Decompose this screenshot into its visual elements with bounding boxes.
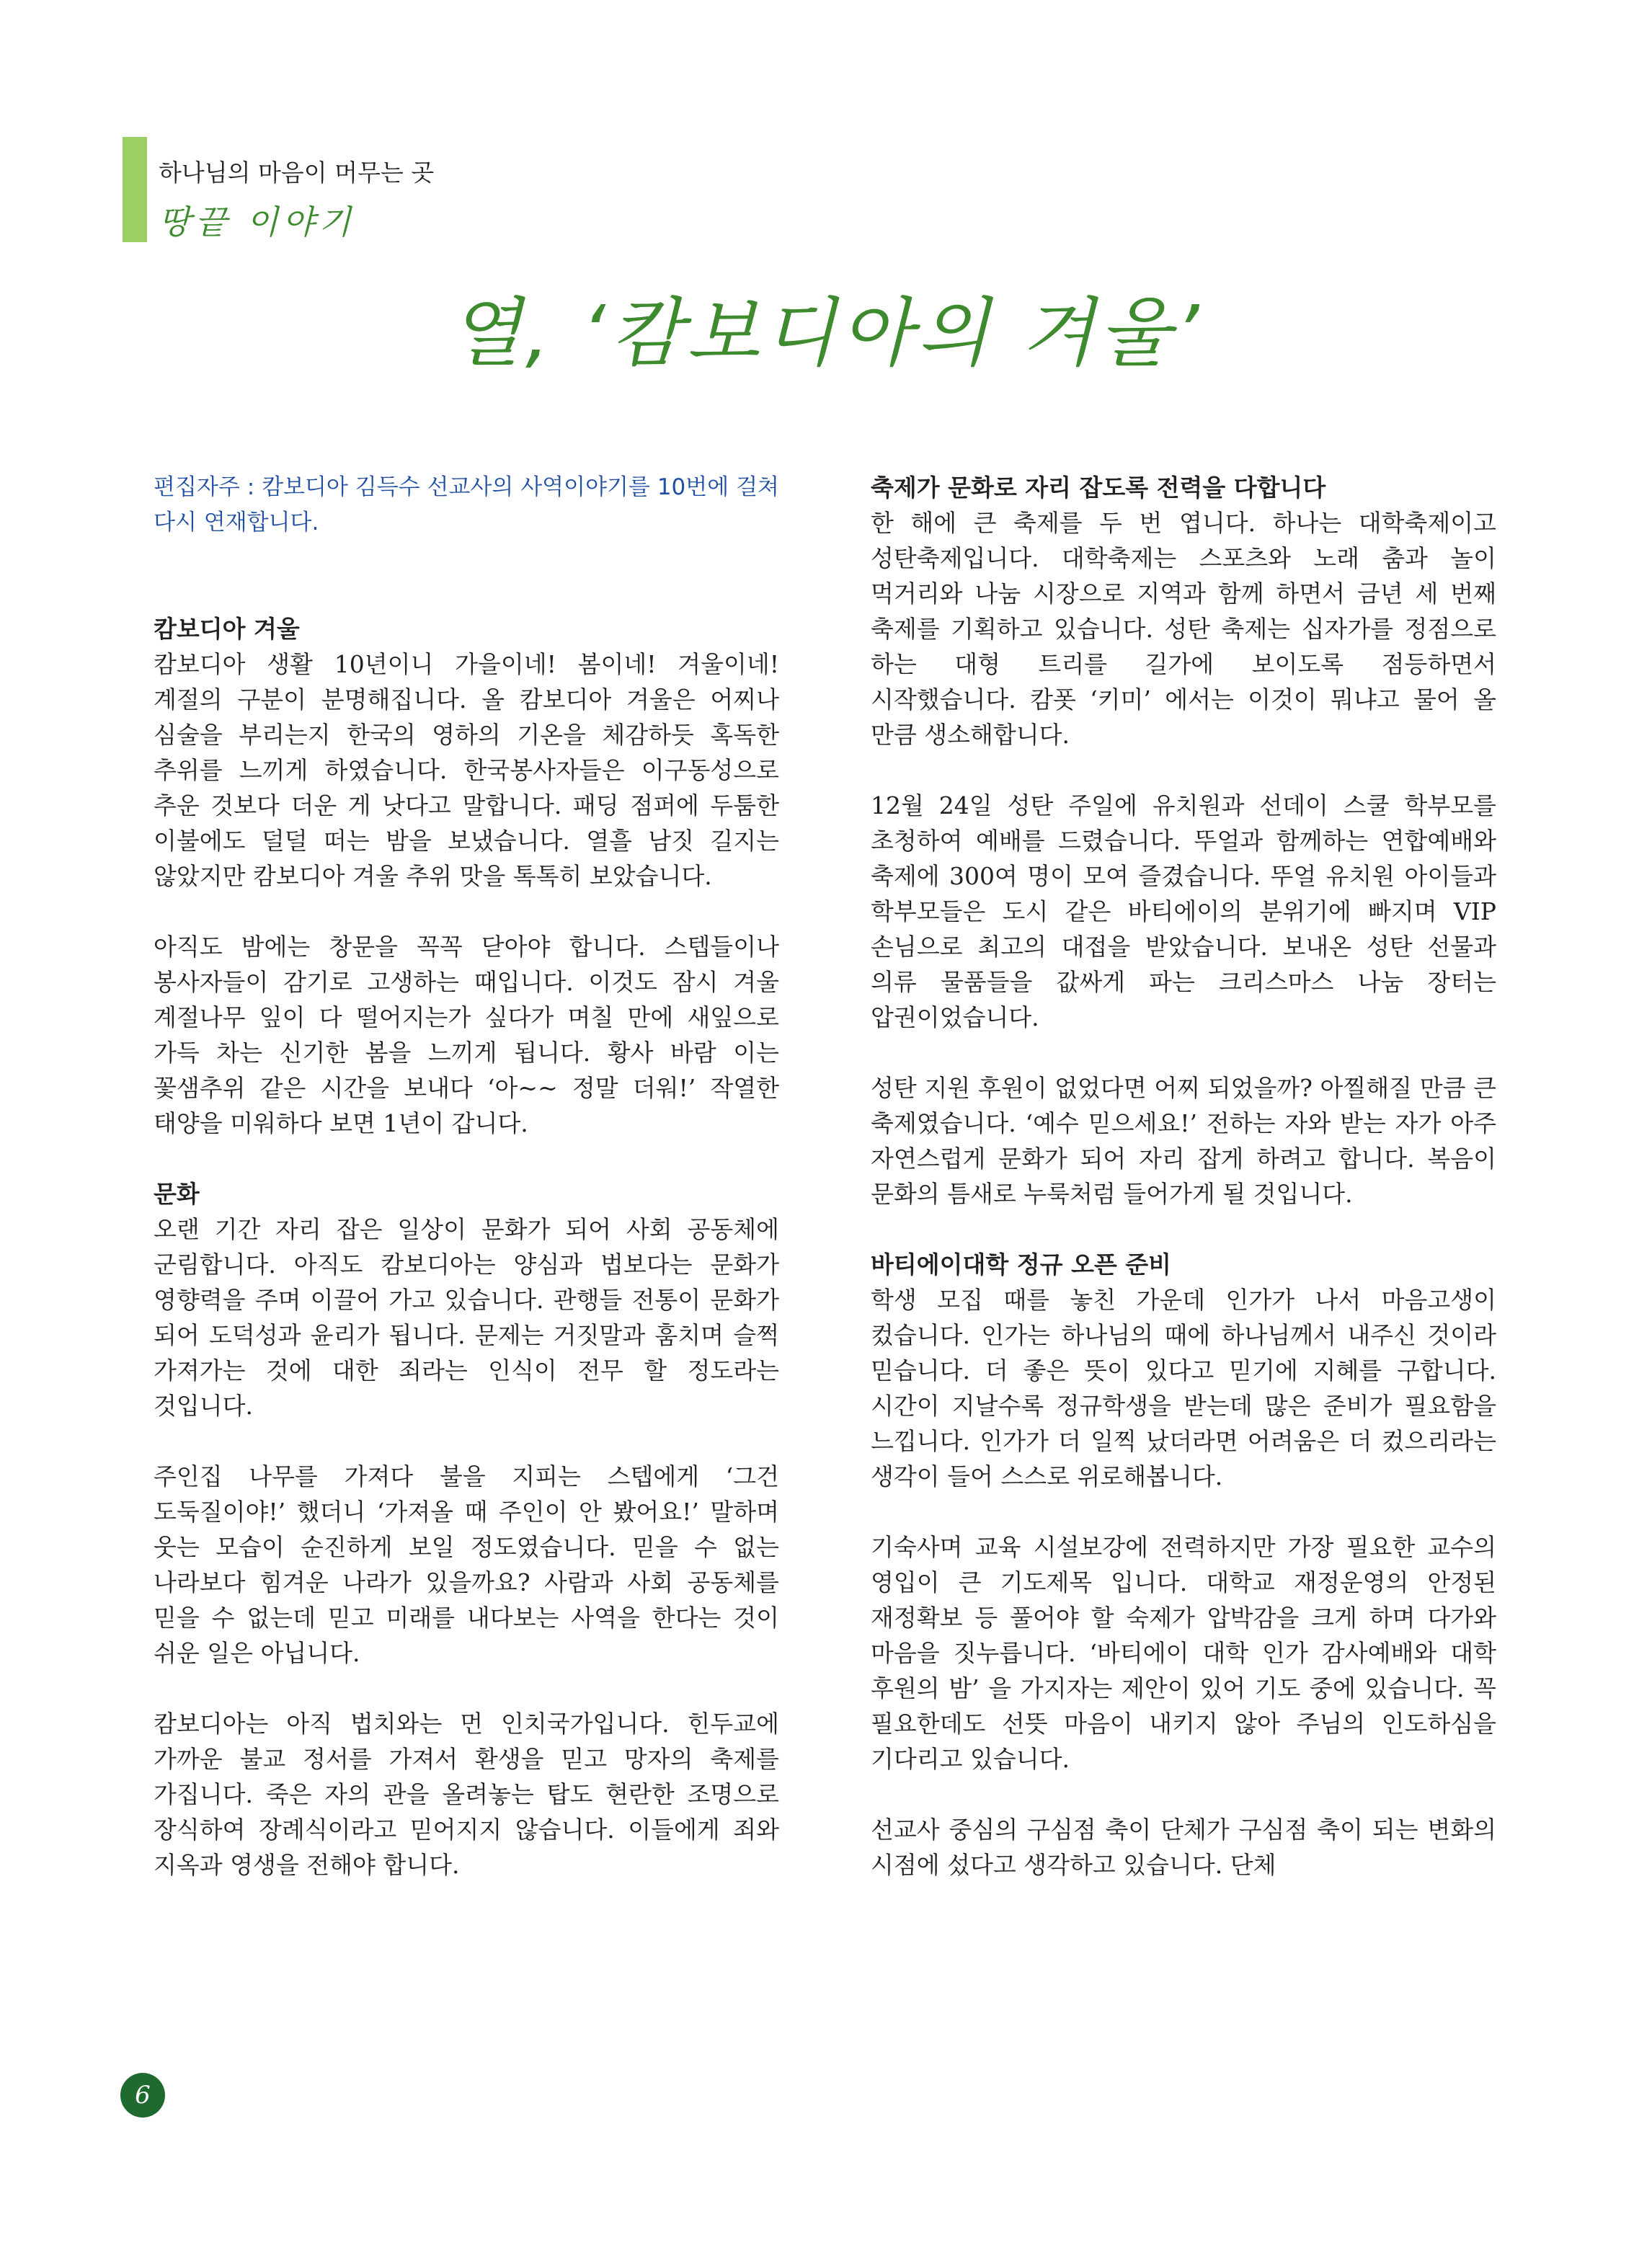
paragraph: 한 해에 큰 축제를 두 번 엽니다. 하나는 대학축제이고 성탄축제입니다. 대학축제는 스포츠와 노래 춤과 놀이 먹거리와 나눔 시장으로 지역과 함께 하면서 금년 세 번째 축제를 기획하고 있습니다. 성탄 축제는 십자가를 정점으로 하는 대형 트리를 길가에 보이도록 점등하면서 시작했습니다. 캄폿 ‘키미’ 에서는 이것이 뭐냐고 물어 올 만큼 생소해합니다.	[871, 509, 1496, 749]
series-title: 땅끝 이야기	[159, 203, 355, 241]
paragraph: 캄보디아 생활 10년이니 가을이네! 봄이네! 겨울이네! 계절의 구분이 분명해집니다. 올 캄보디아 겨울은 어찌나 심술을 부리는지 한국의 영하의 기온을 체감하듯 혹독한 추위를 느끼게 하였습니다. 한국봉사자들은 이구동성으로 추운 것보다 더운 게 낫다고 말합니다. 패딩 점퍼에 두툼한 이불에도 덜덜 떠는 밤을 보냈습니다. 열흘 남짓 길지는 않았지만 캄보디아 겨울 추위 맛을 톡톡히 보았습니다.	[154, 650, 779, 890]
paragraph: 오랜 기간 자리 잡은 일상이 문화가 되어 사회 공동체에 군림합니다. 아직도 캄보디아는 양심과 법보다는 문화가 영향력을 주며 이끌어 가고 있습니다. 관행들 전통이 문화가 되어 도덕성과 윤리가 됩니다. 문제는 거짓말과 훔치며 슬쩍 가져가는 것에 대한 죄라는 인식이 전무 할 정도라는 것입니다.	[154, 1215, 779, 1420]
paragraph: 기숙사며 교육 시설보강에 전력하지만 가장 필요한 교수의 영입이 큰 기도제목 입니다. 대학교 재정운영의 안정된 재정확보 등 풀어야 할 숙제가 압박감을 크게 하며 다가와 마음을 짓누릅니다. ‘바티에이 대학 인가 감사예배와 대학 후원의 밤’ 을 가지자는 제안이 있어 기도 중에 있습니다. 꼭 필요한데도 선뜻 마음이 내키지 않아 주님의 인도하심을 기다리고 있습니다.	[871, 1533, 1496, 1773]
paragraph: 캄보디아는 아직 법치와는 먼 인치국가입니다. 힌두교에 가까운 불교 정서를 가져서 환생을 믿고 망자의 축제를 가집니다. 죽은 자의 관을 올려놓는 탑도 현란한 조명으로 장식하여 장례식이라고 믿어지지 않습니다. 이들에게 죄와 지옥과 영생을 전해야 합니다.	[154, 1710, 779, 1879]
article-title: 열, ‘캄보디아의 겨울’	[448, 289, 1204, 377]
paragraph: 학생 모집 때를 놓친 가운데 인가가 나서 마음고생이 컸습니다. 인가는 하나님의 때에 하나님께서 내주신 것이라 믿습니다. 더 좋은 뜻이 있다고 믿기에 지혜를 구합니다. 시간이 지날수록 정규학생을 받는데 많은 준비가 필요함을 느낍니다. 인가가 더 일찍 났더라면 어려움은 더 컸으리라는 생각이 들어 스스로 위로해봅니다.	[871, 1286, 1496, 1490]
section-heading: 축제가 문화로 자리 잡도록 전력을 다합니다	[871, 474, 1326, 502]
page-number-badge: 6	[120, 2073, 165, 2118]
left-column	[154, 470, 779, 1918]
paragraph: 주인집 나무를 가져다 불을 지피는 스텝에게 ‘그건 도둑질이야!’ 했더니 ‘가져올 때 주인이 안 봤어요!’ 말하며 웃는 모습이 순진하게 보일 정도였습니다. 믿을 수 없는 나라보다 힘겨운 나라가 있을까요? 사람과 사회 공동체를 믿을 수 없는데 믿고 미래를 내다보는 사역을 한다는 것이 쉬운 일은 아닙니다.	[154, 1462, 779, 1667]
paragraph: 아직도 밤에는 창문을 꼭꼭 닫아야 합니다. 스텝들이나 봉사자들이 감기로 고생하는 때입니다. 이것도 잠시 겨울 계절나무 잎이 다 떨어지는가 싶다가 며칠 만에 새잎으로 가득 차는 신기한 봄을 느끼게 됩니다. 황사 바람 이는 꽃샘추위 같은 시간을 보내다 ‘아~~ 정말 더워!’ 작열한 태양을 미워하다 보면 1년이 갑니다.	[154, 933, 779, 1137]
paragraph: 성탄 지원 후원이 없었다면 어찌 되었을까? 아찔해질 만큼 큰 축제였습니다. ‘예수 믿으세요!’ 전하는 자와 받는 자가 아주 자연스럽게 문화가 되어 자리 잡게 하려고 합니다. 복음이 문화의 틈새로 누룩처럼 들어가게 될 것입니다.	[871, 1074, 1496, 1208]
section-heading: 문화	[154, 1180, 200, 1208]
section-accent-bar	[123, 137, 147, 242]
section-heading: 캄보디아 겨울	[154, 615, 300, 643]
paragraph: 12월 24일 성탄 주일에 유치원과 선데이 스쿨 학부모를 초청하여 예배를 드렸습니다. 뚜얼과 함께하는 연합예배와 축제에 300여 명이 모여 즐겼습니다. 뚜얼 유치원 아이들과 학부모들은 도시 같은 바티에이의 분위기에 빠지며 VIP 손님으로 최고의 대접을 받았습니다. 보내온 성탄 선물과 의류 물품들을 값싸게 파는 크리스마스 나눔 장터는 압권이었습니다.	[871, 791, 1496, 1031]
paragraph: 선교사 중심의 구심점 축이 단체가 구심점 축이 되는 변화의 시점에 섰다고 생각하고 있습니다. 단체	[871, 1816, 1496, 1879]
section-heading: 바티에이대학 정규 오픈 준비	[871, 1250, 1172, 1279]
right-column	[871, 470, 1496, 1918]
editor-note: 편집자주 : 캄보디아 김득수 선교사의 사역이야기를 10번에 걸쳐 다시 연재합니다.	[154, 474, 779, 536]
section-kicker: 하나님의 마음이 머무는 곳	[159, 159, 435, 187]
